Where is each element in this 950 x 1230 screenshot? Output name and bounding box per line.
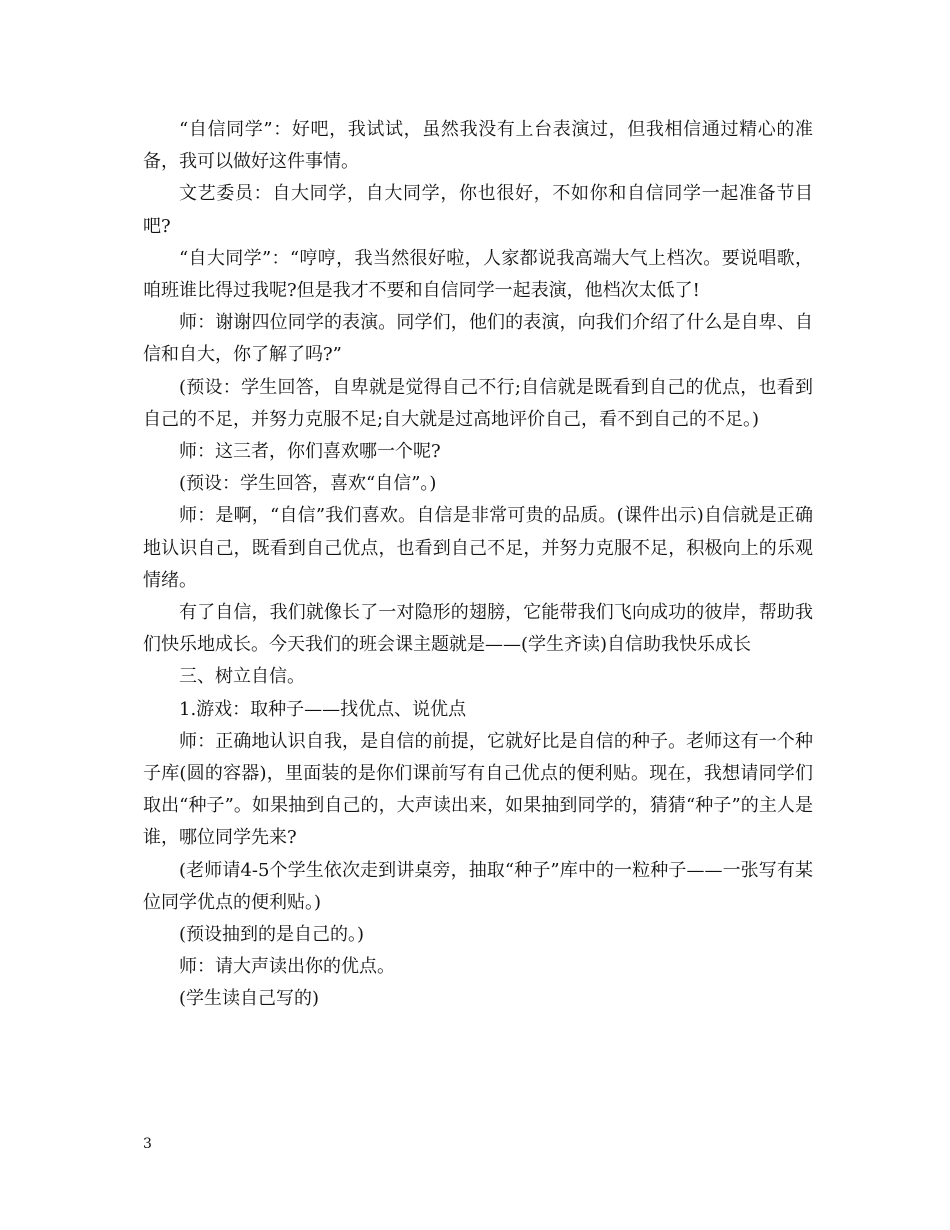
document-body (143, 114, 813, 1016)
paragraph: 师：这三者，你们喜欢哪一个呢? (179, 441, 441, 463)
paragraph: 师：请大声读出你的优点。 (179, 956, 395, 978)
paragraph: 师：正确地认识自我，是自信的前提，它就好比是自信的种子。老师这有一个种子库(圆的容器)，里面装的是你们课前写有自己优点的便利贴。现在，我想请同学们取出“种子”。如果抽到自己的，大声读出来，如果抽到同学的，猜猜“种子”的主人是谁，哪位同学先来? (143, 730, 813, 849)
paragraph: (老师请4-5个学生依次走到讲桌旁，抽取“种子”库中的一粒种子——一张写有某位同学优点的便利贴。) (143, 859, 813, 913)
paragraph: 师：谢谢四位同学的表演。同学们，他们的表演，向我们介绍了什么是自卑、自信和自大，你了解了吗?” (143, 312, 813, 366)
paragraph: (预设：学生回答，自卑就是觉得自己不行;自信就是既看到自己的优点，也看到自己的不足，并努力克服不足;自大就是过高地评价自己，看不到自己的不足。) (143, 376, 813, 430)
paragraph: 师：是啊，“自信”我们喜欢。自信是非常可贵的品质。(课件出示)自信就是正确地认识自己，既看到自己优点，也看到自己不足，并努力克服不足，积极向上的乐观情绪。 (143, 505, 813, 591)
activity-heading: 1.游戏：取种子——找优点、说优点 (179, 698, 467, 720)
paragraph: “自信同学”：好吧，我试试，虽然我没有上台表演过，但我相信通过精心的准备，我可以做好这件事情。 (143, 119, 813, 173)
paragraph: “自大同学”：“哼哼，我当然很好啦，人家都说我高端大气上档次。要说唱歌，咱班谁比得过我呢?但是我才不要和自信同学一起表演，他档次太低了! (143, 247, 813, 302)
section-heading: 三、树立自信。 (179, 666, 305, 688)
page-number: 3 (143, 1136, 152, 1152)
paragraph: (学生读自己写的) (179, 988, 320, 1010)
paragraph: (预设抽到的是自己的。) (179, 924, 365, 946)
paragraph: 有了自信，我们就像长了一对隐形的翅膀，它能带我们飞向成功的彼岸，帮助我们快乐地成长。今天我们的班会课主题就是——(学生齐读)自信助我快乐成长 (143, 602, 813, 656)
paragraph: (预设：学生回答，喜欢“自信”。) (179, 473, 437, 495)
paragraph: 文艺委员：自大同学，自大同学，你也很好，不如你和自信同学一起准备节目吧? (143, 183, 813, 237)
